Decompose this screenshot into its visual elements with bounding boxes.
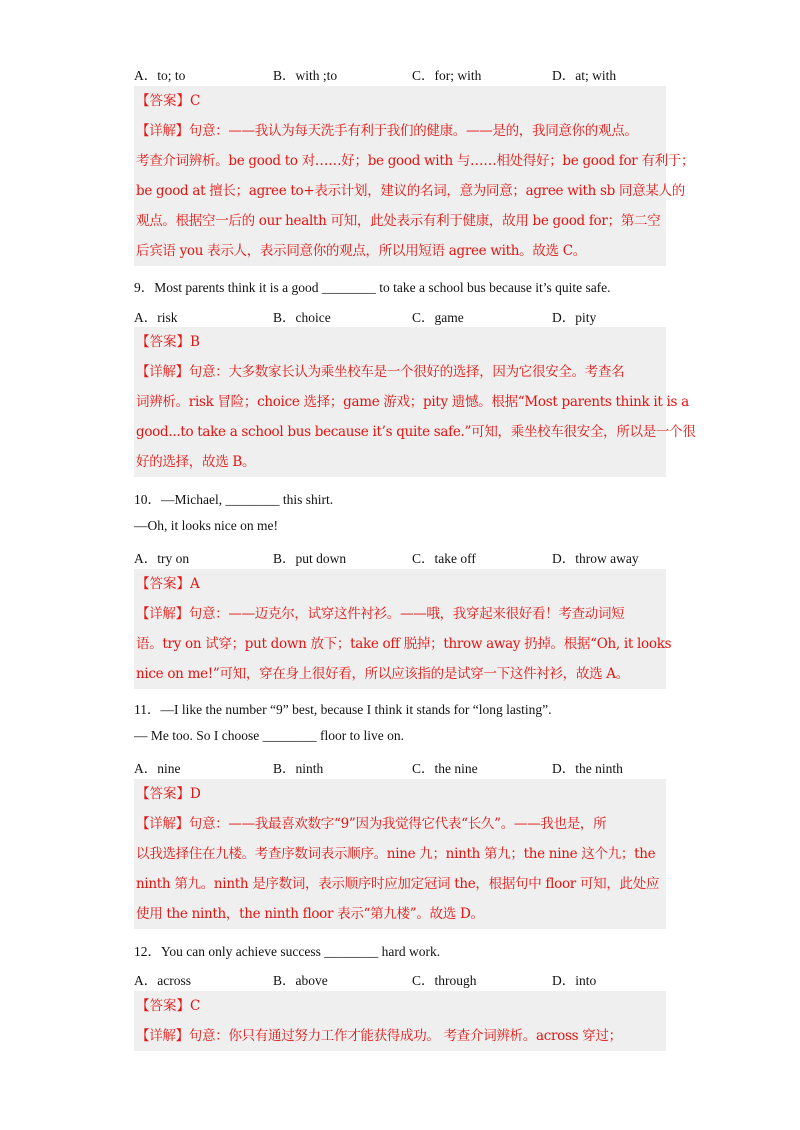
q10-question: 10．—Michael, ________ this shirt. <box>134 492 334 507</box>
q8-options <box>134 64 694 86</box>
q12-options <box>134 969 694 991</box>
q10-answer-box <box>134 569 672 689</box>
q11-answer: 【答案】D <box>136 786 201 802</box>
q11-explanation-line: 以我选择住在九楼。考查序数词表示顺序。nine 九；ninth 第九；the nine 这个九；the <box>136 846 656 862</box>
q12-answer-box <box>134 991 666 1051</box>
q11-options <box>134 757 694 779</box>
q8-explanation-line: 观点。根据空一后的 our health 可知，此处表示有利于健康，故用 be good for；第二空 <box>136 213 661 229</box>
q8-option-d: D．at; with <box>552 68 617 83</box>
q12-option-c: C．through <box>412 973 477 988</box>
q11-option-d: D．the ninth <box>552 761 623 776</box>
q10-option-c: C．take off <box>412 551 476 566</box>
q10-reply: —Oh, it looks nice on me! <box>134 518 278 533</box>
q11-explanation-line: 【详解】句意：——我最喜欢数字“9”因为我觉得它代表“长久”。——我也是，所 <box>136 816 607 832</box>
q10-explanation-line: 语。try on 试穿；put down 放下；take off 脱掉；throw away 扔掉。根据“Oh, it looks <box>136 636 672 652</box>
q12-option-d: D．into <box>552 973 597 988</box>
q9-explanation-line: 词辨析。risk 冒险；choice 选择；game 游戏；pity 遗憾。根据“Most parents think it is a <box>136 394 689 410</box>
q12-explanation-line: 【详解】句意：你只有通过努力工作才能获得成功。 考查介词辨析。across 穿过； <box>136 1028 622 1044</box>
q8-option-a: A．to; to <box>134 68 186 83</box>
q9-explanation-line: good...to take a school bus because it’s quite safe.”可知，乘坐校车很安全，所以是一个很 <box>136 424 696 440</box>
q8-explanation-line: 后宾语 you 表示人，表示同意你的观点，所以用短语 agree with。故选 C。 <box>136 243 586 259</box>
q11-option-b: B．ninth <box>273 761 324 776</box>
q11-option-c: C．the nine <box>412 761 478 776</box>
q12-answer: 【答案】C <box>136 998 201 1014</box>
q10-option-a: A．try on <box>134 551 190 566</box>
q11-explanation-line: 使用 the ninth，the ninth floor 表示“第九楼”。故选 D。 <box>136 906 484 922</box>
q11-option-a: A．nine <box>134 761 181 776</box>
q10-option-d: D．throw away <box>552 551 639 566</box>
q10-option-b: B．put down <box>273 551 347 566</box>
q9-option-c: C．game <box>412 310 464 325</box>
q12-option-b: B．above <box>273 973 328 988</box>
q8-answer-box <box>134 86 695 266</box>
q12-question: 12．You can only achieve success ________ hard work. <box>134 944 441 959</box>
q10-explanation-line: 【详解】句意：——迈克尔，试穿这件衬衫。——哦，我穿起来很好看！考查动词短 <box>136 606 625 622</box>
q12-option-a: A．across <box>134 973 191 988</box>
q10-answer: 【答案】A <box>136 576 200 592</box>
q9-option-a: A．risk <box>134 310 178 325</box>
q9-options <box>134 306 694 328</box>
q9-question: 9．Most parents think it is a good ________ to take a school bus because it’s quite safe. <box>134 280 611 295</box>
q8-answer: 【答案】C <box>136 93 201 109</box>
q9-explanation-line: 【详解】句意：大多数家长认为乘坐校车是一个很好的选择，因为它很安全。考查名 <box>136 364 625 380</box>
q11-question: 11．—I like the number “9” best, because I think it stands for “long lasting”. <box>134 702 552 717</box>
q11-explanation-line: ninth 第九。ninth 是序数词，表示顺序时应加定冠词 the，根据句中 floor 可知，此处应 <box>136 876 660 892</box>
q10-explanation-line: nice on me!”可知，穿在身上很好看，所以应该指的是试穿一下这件衬衫，故选 A。 <box>136 666 629 682</box>
q8-option-b: B．with ;to <box>273 68 338 83</box>
q11-reply: — Me too. So I choose ________ floor to live on. <box>134 728 404 743</box>
q11-answer-box <box>134 779 666 929</box>
q10-options <box>134 547 694 569</box>
q9-answer: 【答案】B <box>136 334 200 350</box>
q9-answer-box <box>134 327 696 477</box>
q8-explanation-line: 考查介词辨析。be good to 对……好；be good with 与……相处得好；be good for 有利于； <box>136 153 695 169</box>
q8-explanation-line: 【详解】句意：——我认为每天洗手有利于我们的健康。——是的，我同意你的观点。 <box>136 123 638 139</box>
q8-explanation-line: be good at 擅长；agree to+表示计划，建议的名词，意为同意；agree with sb 同意某人的 <box>136 183 685 199</box>
q9-option-d: D．pity <box>552 310 597 325</box>
q9-explanation-line: 好的选择，故选 B。 <box>136 454 256 470</box>
q8-option-c: C．for; with <box>412 68 482 83</box>
q9-option-b: B．choice <box>273 310 331 325</box>
